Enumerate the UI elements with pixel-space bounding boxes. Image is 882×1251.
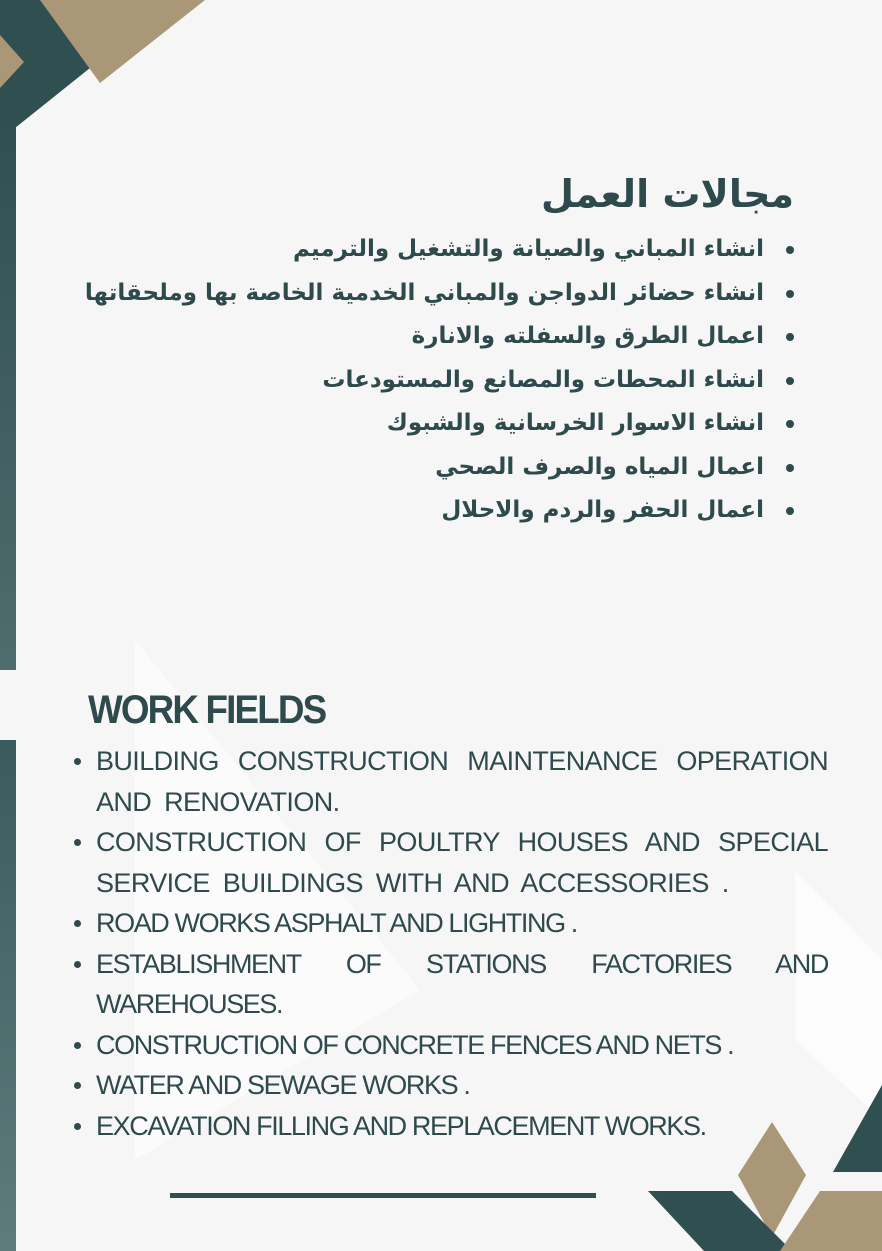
english-list-item: ROAD WORKS ASPHALT AND LIGHTING . <box>88 903 828 944</box>
english-list-item: CONSTRUCTION OF POULTRY HOUSES AND SPECIAL SERVICE BUILDINGS WITH AND ACCESSORIES . <box>88 822 828 903</box>
arabic-list-item: انشاء الاسوار الخرسانية والشبوك <box>94 402 794 446</box>
left-accent-bar-bottom <box>0 740 16 1251</box>
bullet-icon <box>74 839 81 846</box>
bullet-icon <box>74 758 81 765</box>
english-list-item: EXCAVATION FILLING AND REPLACEMENT WORKS. <box>88 1106 828 1147</box>
bullet-icon <box>74 1123 81 1130</box>
arabic-list-item: انشاء المحطات والمصانع والمستودعات <box>94 359 794 403</box>
english-title: WORK FIELDS <box>88 688 326 732</box>
arabic-title: مجالات العمل <box>540 172 794 216</box>
arabic-list-item: اعمال الطرق والسفلته والانارة <box>94 315 794 359</box>
english-list-item: ESTABLISHMENT OF STATIONS FACTORIES AND WAREHOUSES. <box>88 944 828 1025</box>
english-list <box>88 741 828 1146</box>
arabic-list-item: اعمال الحفر والردم والاحلال <box>94 489 794 533</box>
english-list-item: BUILDING CONSTRUCTION MAINTENANCE OPERATION AND RENOVATION. <box>88 741 828 822</box>
bullet-icon <box>74 961 81 968</box>
bullet-icon <box>74 1082 81 1089</box>
english-list-item: CONSTRUCTION OF CONCRETE FENCES AND NETS . <box>88 1025 828 1066</box>
arabic-list <box>84 228 794 533</box>
bullet-icon <box>786 464 794 472</box>
bullet-icon <box>786 507 794 515</box>
arabic-list-item: اعمال المياه والصرف الصحي <box>94 446 794 490</box>
bullet-icon <box>786 420 794 428</box>
bullet-icon <box>786 333 794 341</box>
bottom-divider-line <box>170 1193 596 1198</box>
arabic-work-fields-section <box>84 172 794 533</box>
left-accent-bar-top <box>0 120 16 670</box>
bullet-icon <box>74 920 81 927</box>
english-list-item: WATER AND SEWAGE WORKS . <box>88 1065 828 1106</box>
bullet-icon <box>786 246 794 254</box>
arabic-list-item: انشاء حضائر الدواجن والمباني الخدمية الخاصة بها وملحقاتها <box>94 272 794 316</box>
arabic-list-item: انشاء المباني والصيانة والتشغيل والترميم <box>94 228 794 272</box>
bullet-icon <box>786 290 794 298</box>
bullet-icon <box>74 1042 81 1049</box>
bullet-icon <box>786 377 794 385</box>
english-work-fields-section <box>88 688 828 1146</box>
